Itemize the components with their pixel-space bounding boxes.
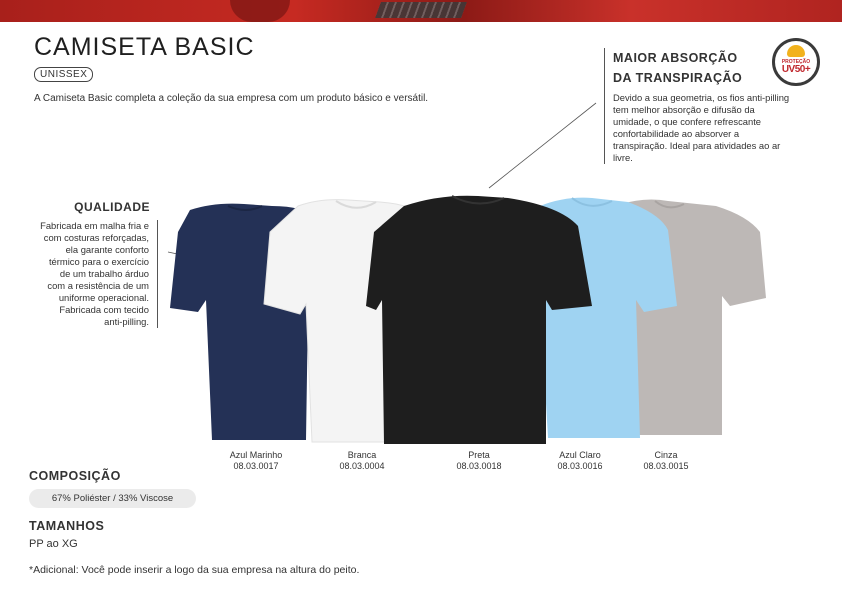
color-code: 08.03.0017 (233, 461, 279, 471)
color-code: 08.03.0016 (557, 461, 603, 471)
sizes-heading: TAMANHOS (29, 519, 105, 533)
badge-protection-label: PROTEÇÃO (781, 59, 811, 65)
absorption-heading-line1: MAIOR ABSORÇÃO (613, 51, 738, 65)
color-caption-black (429, 450, 529, 472)
absorption-leader-line (489, 103, 596, 188)
quality-text: Fabricada em malha fria e com costuras reforçadas, ela garante conforto térmico para o exercício de um trabalho árduo com a resistência de um uniforme operacional. Fabricada com tecido anti-pilling. (40, 220, 158, 328)
color-name: Branca (347, 450, 377, 460)
color-caption-light-blue (530, 450, 630, 472)
composition-heading: COMPOSIÇÃO (29, 469, 121, 483)
color-name: Azul Claro (559, 450, 601, 460)
color-caption-grey (616, 450, 716, 472)
absorption-text: Devido a sua geometria, os fios anti-pilling tem melhor absorção e difusão da umidade, o que confere refrescante confortabilidade ao absorver a transpiração. Ideal para atividades ao ar livre. (613, 92, 790, 163)
color-code: 08.03.0004 (339, 461, 385, 471)
color-name: Azul Marinho (229, 450, 283, 460)
color-code: 08.03.0015 (643, 461, 689, 471)
badge-uv-label: UV50+ (781, 64, 811, 75)
composition-value: 67% Poliéster / 33% Viscose (29, 489, 196, 508)
additional-note: *Adicional: Você pode inserir a logo da sua empresa na altura do peito. (29, 564, 360, 576)
color-name: Preta (468, 450, 490, 460)
absorption-heading-line2: DA TRANSPIRAÇÃO (613, 71, 743, 85)
color-caption-navy (206, 450, 306, 472)
quality-heading: QUALIDADE (74, 200, 150, 214)
color-caption-white (312, 450, 412, 472)
sizes-value: PP ao XG (29, 538, 78, 550)
product-title: CAMISETA BASIC (34, 33, 255, 61)
unisex-tag: UNISSEX (34, 67, 93, 82)
color-code: 08.03.0018 (456, 461, 502, 471)
product-intro: A Camiseta Basic completa a coleção da sua empresa com um produto básico e versátil. (34, 93, 429, 104)
color-name: Cinza (654, 450, 678, 460)
